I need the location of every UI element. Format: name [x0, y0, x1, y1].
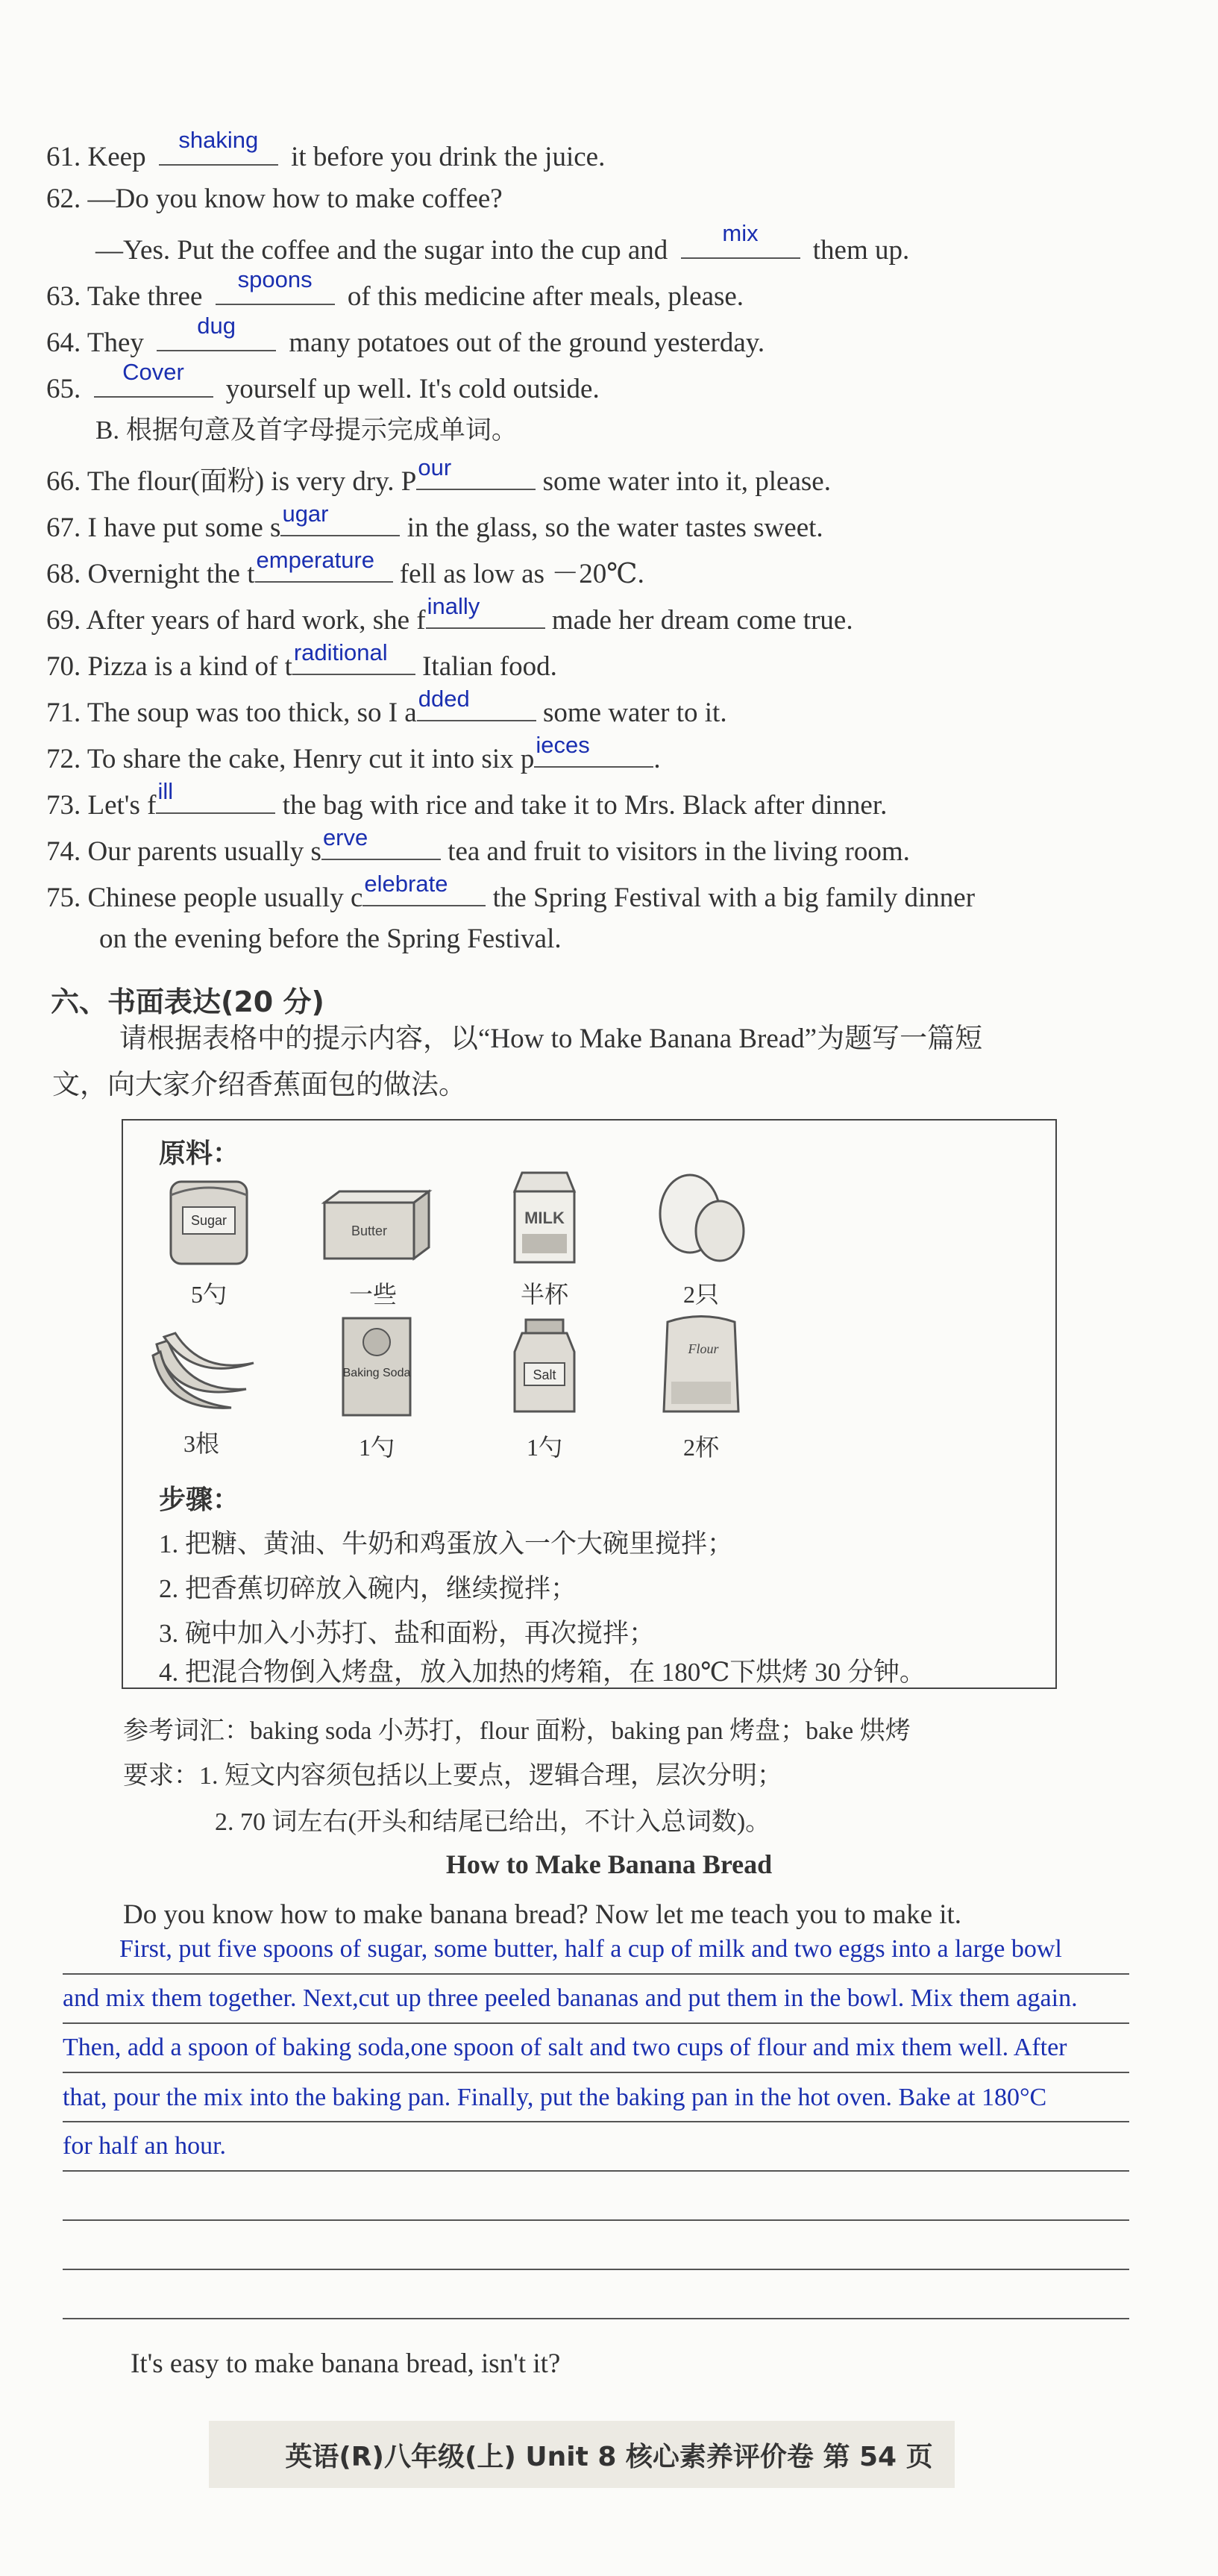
answer-blank [94, 359, 213, 398]
question-75-continued: on the evening before the Spring Festival. [99, 924, 562, 954]
writing-rule [63, 2318, 1129, 2319]
step-item: 1. 把糖、黄油、牛奶和鸡蛋放入一个大碗里搅拌； [159, 1529, 734, 1558]
essay-closing: It's easy to make banana bread, isn't it? [131, 2348, 561, 2379]
writing-rule [63, 2072, 1129, 2073]
question-74 [46, 824, 910, 870]
writing-rule [63, 2170, 1129, 2172]
handwritten-answer: raditional [293, 639, 388, 665]
question-number: 68. [46, 559, 81, 589]
ingredient-eggs [638, 1165, 765, 1310]
essay-handwriting-line: First, put five spoons of sugar, some butter, half a cup of milk and two eggs into a large bowl [119, 1935, 1062, 1963]
question-text: I have put some [87, 513, 263, 543]
eggs-icon [645, 1165, 757, 1270]
answer-blank [280, 501, 400, 536]
question-66 [46, 454, 831, 500]
question-73 [46, 778, 888, 824]
writing-rule [63, 1973, 1129, 1975]
ingredient-qty: 3根 [183, 1430, 219, 1457]
question-71 [46, 686, 727, 731]
answer-blank [156, 778, 275, 814]
question-text: The soup was too thick, so I [87, 698, 398, 728]
answer-blank [255, 547, 393, 583]
question-number: 63. [46, 281, 81, 312]
essay-handwriting-line: Then, add a spoon of baking soda,one spoon of salt and two cups of flour and mix them well. After [63, 2034, 1067, 2061]
handwritten-answer: ill [157, 778, 174, 804]
question-number: 62. [46, 184, 81, 214]
handwritten-answer: dug [197, 313, 236, 339]
page-footer: 英语(R)八年级(上) Unit 8 核心素养评价卷 第 54 页 [285, 2442, 933, 2472]
question-text: Overnight the [87, 559, 240, 589]
question-text: —Do you know how to make coffee? [87, 184, 503, 214]
question-text: the bag with rice and take it to Mrs. Black after dinner. [282, 790, 888, 821]
initial-letter: p [520, 744, 535, 774]
ingredient-butter [310, 1173, 436, 1310]
essay-handwriting-line: that, pour the mix into the baking pan. Finally, put the baking pan in the hot oven. Bake at 180°C [63, 2084, 1047, 2111]
handwritten-answer: spoons [237, 266, 313, 292]
handwritten-answer: elebrate [364, 871, 448, 897]
ingredient-qty: 1勺 [526, 1434, 562, 1461]
requirement-line: 要求：1. 短文内容须包括以上要点，逻辑合理，层次分明； [123, 1762, 782, 1790]
writing-rule [63, 2022, 1129, 2024]
question-number: 73. [46, 790, 81, 821]
initial-letter: t [247, 559, 255, 589]
question-text: tea and fruit to visitors in the living room. [448, 836, 910, 867]
instruction-line: 文，向大家介绍香蕉面包的做法。 [52, 1070, 466, 1100]
answer-blank [362, 871, 486, 906]
initial-letter: t [284, 651, 292, 682]
ingredient-qty: 5勺 [190, 1281, 227, 1308]
answer-blank [292, 639, 415, 675]
question-number: 71. [46, 698, 81, 728]
ingredient-salt [481, 1311, 608, 1463]
question-number: 75. [46, 883, 81, 913]
section-title: 六、书面表达(20 分) [51, 985, 324, 1018]
answer-blank [157, 313, 276, 351]
handwritten-answer: mix [722, 220, 759, 246]
question-text: Take three [87, 281, 203, 312]
step-item: 3. 碗中加入小苏打、盐和面粉，再次搅拌； [159, 1619, 656, 1648]
answer-blank [426, 593, 545, 629]
question-text: —Yes. Put the coffee and the sugar into the cup and [95, 235, 668, 266]
handwritten-answer: shaking [178, 127, 259, 153]
requirement-line: 2. 70 词左右(开头和结尾已给出，不计入总词数)。 [215, 1808, 771, 1836]
answer-blank [534, 732, 653, 768]
question-text: yourself up well. It's cold outside. [225, 374, 600, 404]
essay-handwriting-line: for half an hour. [63, 2132, 227, 2160]
handwritten-answer: our [418, 454, 452, 480]
handwritten-answer: inally [427, 593, 480, 619]
question-text: They [87, 328, 144, 358]
question-text: made her dream come true. [551, 605, 853, 636]
ingredient-qty: 1勺 [358, 1434, 395, 1461]
writing-rule [63, 2269, 1129, 2270]
svg-text:Sugar: Sugar [190, 1213, 227, 1228]
step-item: 4. 把混合物倒入烤盘，放入加热的烤箱，在 180℃下烘烤 30 分钟。 [159, 1658, 926, 1687]
question-text: Our parents usually [87, 836, 304, 867]
question-text: many potatoes out of the ground yesterday. [289, 328, 765, 358]
steps-label: 步骤： [159, 1485, 240, 1515]
answer-blank [216, 266, 335, 305]
answer-blank [321, 824, 441, 860]
question-text: Chinese people usually [87, 883, 344, 913]
writing-rule [63, 2219, 1129, 2221]
ingredient-qty: 半杯 [520, 1281, 568, 1308]
essay-title: How to Make Banana Bread [445, 1849, 773, 1879]
question-text: After years of hard work, she [86, 605, 410, 636]
initial-letter: s [270, 513, 281, 543]
flour-bag-icon [645, 1307, 757, 1423]
question-text: To share the cake, Henry cut it into six [87, 744, 514, 774]
question-text: some water to it. [542, 698, 727, 728]
question-number: 61. [46, 142, 81, 172]
essay-handwriting-line: and mix them together. Next,cut up three peeled bananas and put them in the bowl. Mix them again. [63, 1984, 1078, 2012]
salt-jar-icon [496, 1311, 593, 1423]
question-61 [46, 127, 606, 175]
initial-letter: f [416, 605, 426, 636]
question-text: it before you drink the juice. [291, 142, 606, 172]
ingredient-flour [638, 1307, 765, 1463]
milk-carton-icon [496, 1165, 593, 1270]
svg-text:Flour: Flour [688, 1341, 719, 1356]
question-number: 64. [46, 328, 81, 358]
handwritten-answer: Cover [122, 359, 184, 385]
bananas-icon [142, 1322, 261, 1419]
ingredient-qty: 2杯 [682, 1434, 719, 1461]
question-text: Pizza is a kind of [87, 651, 278, 682]
handwritten-answer: dded [418, 686, 470, 712]
handwritten-answer: emperature [256, 547, 375, 573]
initial-letter: f [147, 790, 157, 821]
question-67 [46, 501, 823, 546]
ingredient-bananas [138, 1322, 265, 1459]
question-number: 65. [46, 374, 81, 404]
question-text: The flour(面粉) is very dry. [87, 466, 395, 497]
essay-opening: Do you know how to make banana bread? Now let me teach you to make it. [123, 1899, 962, 1930]
step-item: 2. 把香蕉切碎放入碗内，继续搅拌； [159, 1574, 577, 1603]
svg-text:MILK: MILK [524, 1209, 565, 1227]
question-number: 70. [46, 651, 81, 682]
writing-rule [63, 2121, 1129, 2122]
ingredient-sugar [145, 1173, 272, 1310]
instruction-line: 请根据表格中的提示内容，以“How to Make Banana Bread”为题写一篇短 [119, 1024, 983, 1054]
reference-vocab: 参考词汇：baking soda 小苏打，flour 面粉，baking pan 烤盘；bake 烘烤 [123, 1717, 911, 1745]
question-text: . [653, 744, 661, 774]
question-75 [46, 871, 976, 916]
answer-blank [681, 220, 800, 259]
part-b-heading: B. 根据句意及首字母提示完成单词。 [95, 416, 518, 445]
question-text: fell as low as －20℃. [399, 559, 644, 589]
question-65 [46, 359, 600, 407]
question-62 [46, 181, 503, 217]
handwritten-answer: ieces [536, 732, 590, 758]
svg-text:Butter: Butter [351, 1223, 388, 1238]
question-text: of this medicine after meals, please. [347, 281, 744, 312]
answer-blank [159, 127, 278, 166]
answer-blank [416, 454, 536, 490]
butter-box-icon [310, 1173, 436, 1270]
svg-text:Salt: Salt [533, 1367, 556, 1382]
handwritten-answer: ugar [282, 501, 329, 527]
ingredient-milk [481, 1165, 608, 1310]
question-70 [46, 639, 557, 685]
materials-table [122, 1119, 1057, 1689]
initial-letter: c [350, 883, 363, 913]
answer-blank [417, 686, 536, 721]
question-68 [46, 547, 644, 592]
baking-soda-box-icon [324, 1311, 429, 1423]
question-number: 74. [46, 836, 81, 867]
handwritten-answer: erve [322, 824, 368, 850]
question-text: Keep [87, 142, 146, 172]
question-69 [46, 593, 853, 639]
sugar-bag-icon [160, 1173, 257, 1270]
initial-letter: s [310, 836, 321, 867]
question-text: in the glass, so the water tastes sweet. [406, 513, 823, 543]
ingredient-qty: 一些 [348, 1281, 397, 1308]
question-number: 72. [46, 744, 81, 774]
initial-letter: a [404, 698, 417, 728]
question-63 [46, 266, 744, 315]
ingredient-qty: 2只 [682, 1281, 719, 1308]
question-text: the Spring Festival with a big family dinner [492, 883, 976, 913]
svg-text:Baking Soda: Baking Soda [342, 1367, 411, 1379]
question-text: Let's [87, 790, 140, 821]
initial-letter: P [401, 466, 417, 497]
question-72 [46, 732, 661, 777]
question-text: Italian food. [422, 651, 557, 682]
question-text: them up. [812, 235, 910, 266]
question-number: 69. [46, 605, 81, 636]
ingredient-baking-soda [313, 1311, 440, 1463]
question-number: 67. [46, 513, 81, 543]
question-number: 66. [46, 466, 81, 497]
materials-label: 原料： [159, 1138, 240, 1169]
question-text: some water into it, please. [542, 466, 831, 497]
